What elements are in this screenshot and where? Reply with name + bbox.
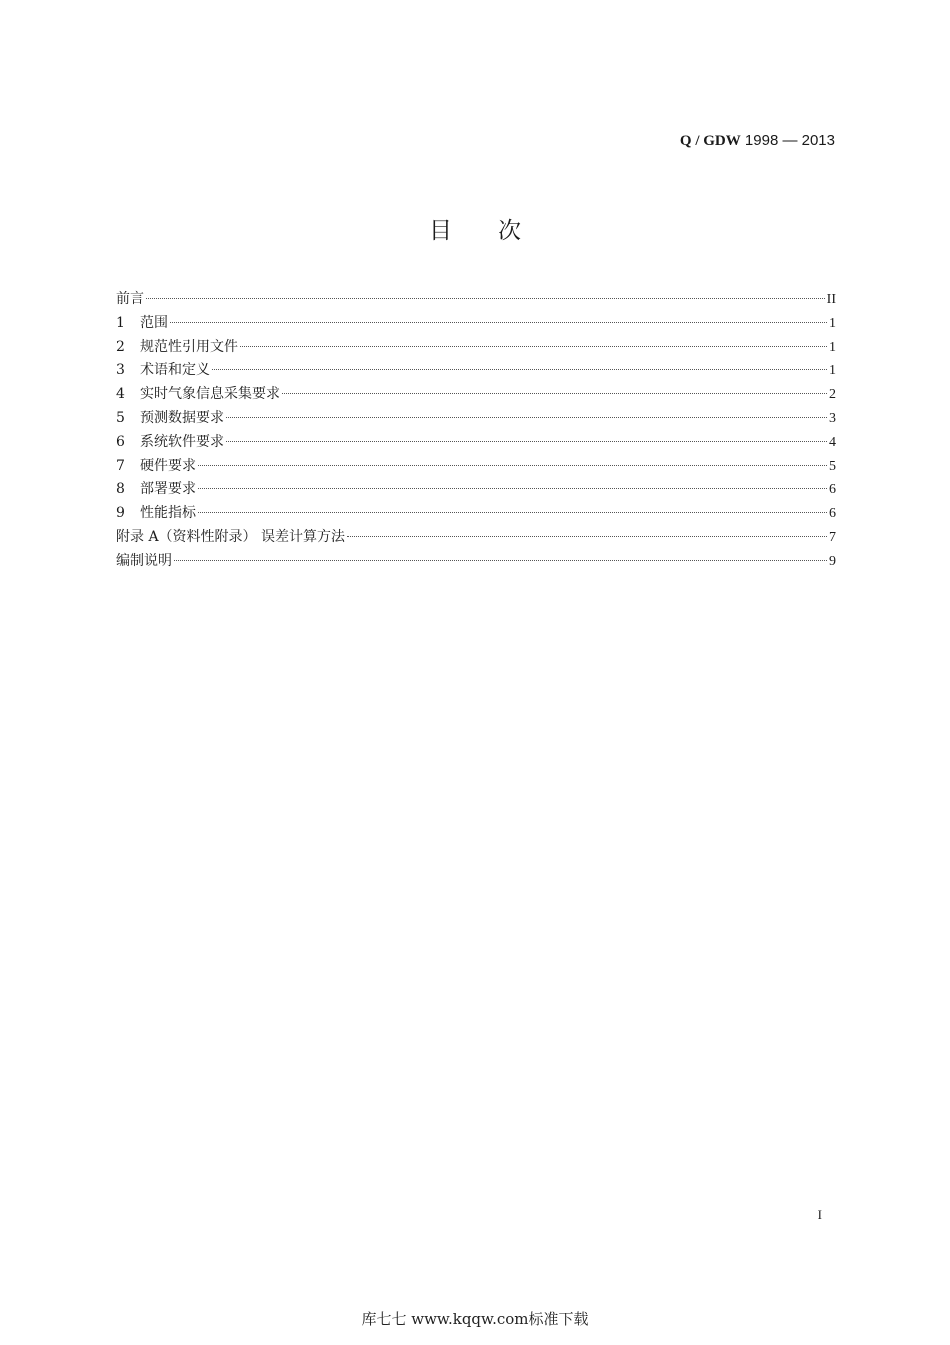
toc-dot-leader [282,393,827,394]
toc-item-number: 9 [116,505,125,522]
toc-item-label: 实时气象信息采集要求 [140,386,280,403]
toc-item-weather-data-collection[interactable] [116,384,836,408]
toc-item-normative-references[interactable] [116,337,836,361]
toc-item-label: 系统软件要求 [140,433,224,450]
standard-code-prefix: Q / GDW [679,133,741,149]
toc-item-label: 附录 A（资料性附录） 误差计算方法 [116,528,346,545]
toc-dot-leader [198,512,827,513]
page-number: I [817,1207,822,1222]
toc-item-number: 1 [116,314,125,331]
toc-item-label: 前言 [116,291,144,307]
toc-item-label: 术语和定义 [140,362,210,379]
toc-item-page: 5 [829,458,836,474]
toc-item-number: 5 [116,409,125,426]
toc-item-number: 7 [116,457,125,474]
toc-item-page: 1 [829,339,836,355]
toc-item-hardware[interactable] [116,456,836,480]
toc-item-number: 4 [116,386,125,403]
standard-code-number: 1998 — 2013 [740,132,835,149]
toc-item-label: 编制说明 [116,552,172,569]
toc-item-number: 3 [116,362,125,379]
toc-item-forecast-data[interactable] [116,408,836,432]
toc-item-page: 2 [829,387,836,403]
toc-dot-leader [212,369,827,370]
toc-item-compilation-notes[interactable] [116,551,836,575]
toc-item-page: 9 [829,553,836,569]
standard-code [680,132,835,150]
toc-item-page: II [826,292,836,307]
toc-item-number: 6 [116,433,125,450]
toc-title: 目次 [429,218,567,244]
toc-item-scope[interactable] [116,313,836,337]
toc-item-page: 6 [829,506,836,522]
toc-item-number: 2 [116,338,125,355]
toc-item-label: 性能指标 [140,505,196,522]
toc-item-label: 预测数据要求 [140,409,224,426]
toc-dot-leader [174,560,827,561]
toc-item-page: 3 [829,410,836,426]
toc-item-label: 部署要求 [140,481,196,498]
toc-item-page: 4 [829,434,836,450]
toc-item-system-software[interactable] [116,432,836,456]
table-of-contents [116,289,836,575]
toc-item-performance[interactable] [116,503,836,527]
toc-dot-leader [226,417,827,418]
toc-dot-leader [226,441,827,442]
toc-dot-leader [198,488,827,489]
site-watermark: 库七七 www.kqqw.com标准下载 [361,1310,589,1328]
toc-item-label: 硬件要求 [140,457,196,474]
toc-item-number: 8 [116,481,125,498]
toc-item-appendix-a[interactable] [116,527,836,551]
toc-dot-leader [170,322,827,323]
toc-dot-leader [198,465,827,466]
toc-item-foreword[interactable] [116,289,836,313]
toc-item-deployment[interactable] [116,479,836,503]
toc-dot-leader [146,298,825,299]
toc-dot-leader [347,536,827,537]
toc-dot-leader [240,346,827,347]
toc-item-page: 1 [829,315,836,331]
toc-item-page: 6 [829,482,836,498]
toc-item-page: 1 [829,363,836,379]
toc-item-label: 范围 [140,314,168,331]
toc-item-terms-definitions[interactable] [116,360,836,384]
toc-item-page: 7 [829,529,836,545]
toc-item-label: 规范性引用文件 [140,338,238,355]
